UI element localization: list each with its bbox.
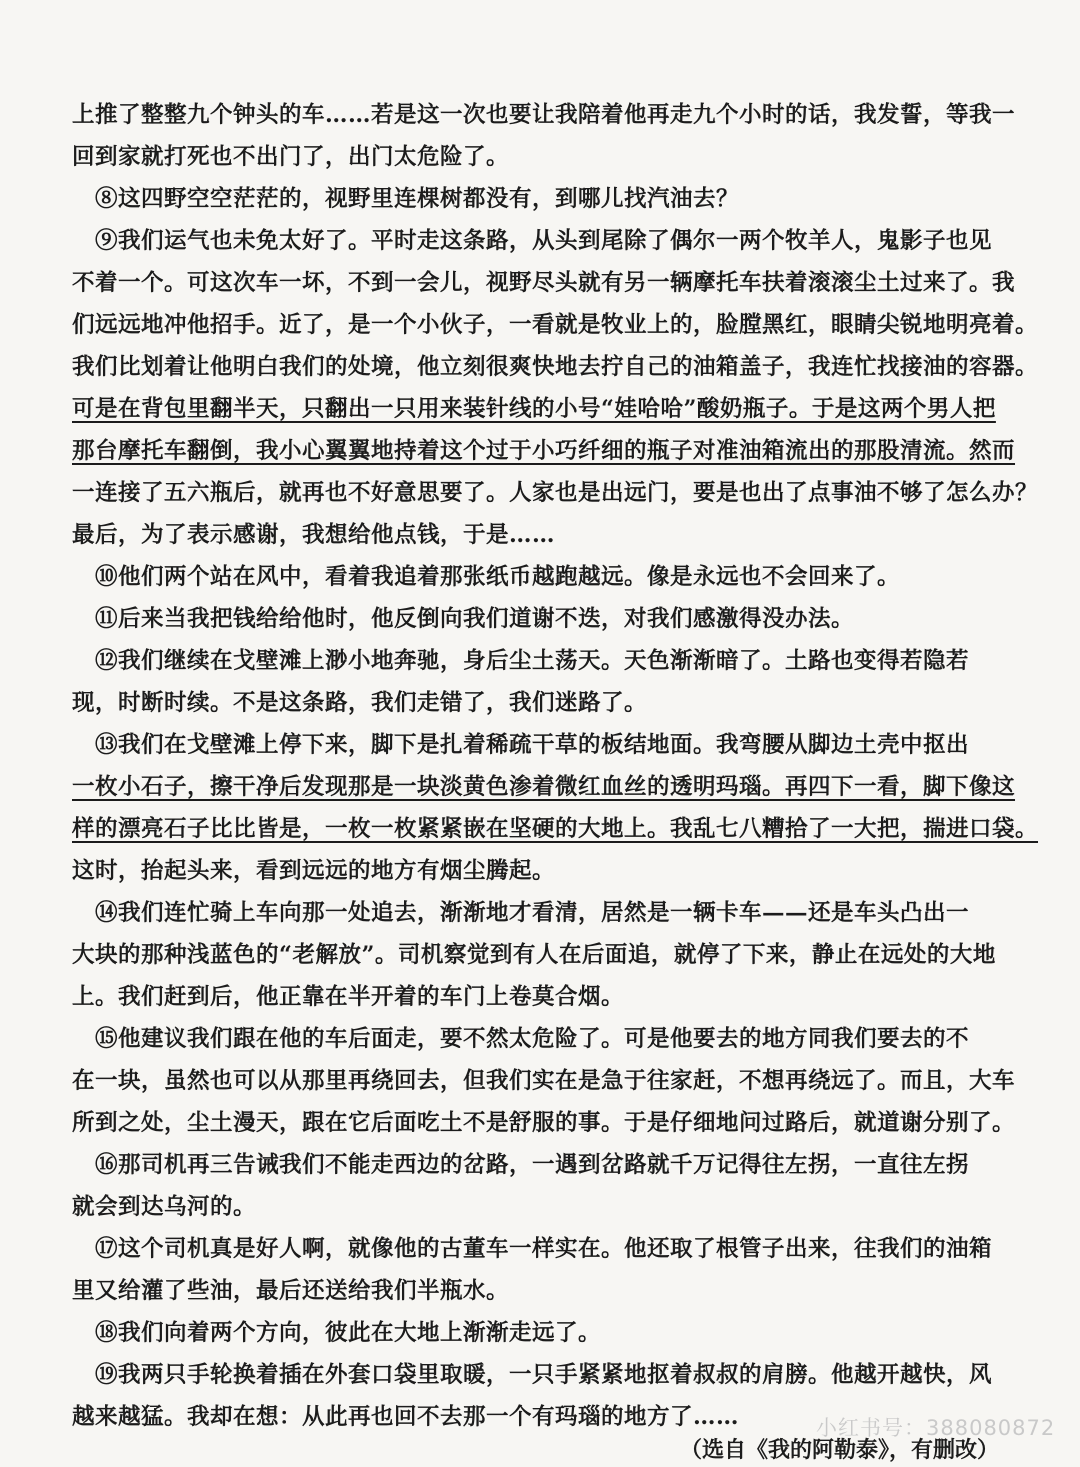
text-line: 一连接了五六瓶后，就再也不好意思要了。人家也是出远门，要是也出了点事油不够了怎么办？ [72,480,1039,506]
text-line: ⑬我们在戈壁滩上停下来，脚下是扎着稀疏干草的板结地面。我弯腰从脚边土壳中抠出 [72,732,970,758]
text-line: 们远远地冲他招手。近了，是一个小伙子，一看就是牧业上的，脸膛黑红，眼睛尖锐地明亮着。 [72,312,1039,338]
text-line: 大块的那种浅蓝色的“老解放”。司机察觉到有人在后面追，就停了下来，静止在远处的大地 [72,942,996,968]
text-line: 那台摩托车翻倒，我小心翼翼地持着这个过于小巧纤细的瓶子对准油箱流出的那股清流。然而 [72,438,1016,464]
text-line: 现，时断时续。不是这条路，我们走错了，我们迷路了。 [72,690,648,716]
text-line: ⑧这四野空空茫茫的，视野里连棵树都没有，到哪儿找汽油去？ [72,186,740,212]
text-line: ⑯那司机再三告诫我们不能走西边的岔路，一遇到岔路就千万记得往左拐，一直往左拐 [72,1152,970,1178]
text-line: 一枚小石子，擦干净后发现那是一块淡黄色渗着微红血丝的透明玛瑙。再四下一看，脚下像这 [72,774,1016,800]
text-line: ⑰这个司机真是好人啊，就像他的古董车一样实在。他还取了根管子出来，往我们的油箱 [72,1236,993,1262]
text-line: 在一块，虽然也可以从那里再绕回去，但我们实在是急于往家赶，不想再绕远了。而且，大车 [72,1068,1016,1094]
text-line: 我们比划着让他明白我们的处境，他立刻很爽快地去拧自己的油箱盖子，我连忙找接油的容器。 [72,354,1039,380]
text-line: 越来越猛。我却在想：从此再也回不去那一个有玛瑙的地方了…… [72,1404,740,1430]
text-line: ⑭我们连忙骑上车向那一处追去，渐渐地才看清，居然是一辆卡车——还是车头凸出一 [72,900,970,926]
text-line: ⑩他们两个站在风中，看着我追着那张纸币越跑越远。像是永远也不会回来了。 [72,564,901,590]
text-line: ⑲我两只手轮换着插在外套口袋里取暖，一只手紧紧地抠着叔叔的肩膀。他越开越快，风 [72,1362,993,1388]
text-line: ⑨我们运气也未免太好了。平时走这条路，从头到尾除了偶尔一两个牧羊人，鬼影子也见 [72,228,993,254]
text-line: 上。我们赶到后，他正靠在半开着的车门上卷莫合烟。 [72,984,625,1010]
watermark: 小红书号：388080872 [816,1416,1056,1440]
text-line: ⑮他建议我们跟在他的车后面走，要不然太危险了。可是他要去的地方同我们要去的不 [72,1026,970,1052]
text-line: 这时，抬起头来，看到远远的地方有烟尘腾起。 [72,858,556,884]
text-line: ⑱我们向着两个方向，彼此在大地上渐渐走远了。 [72,1320,602,1346]
text-line: 回到家就打死也不出门了，出门太危险了。 [72,144,510,170]
text-line: 上推了整整九个钟头的车……若是这一次也要让我陪着他再走九个小时的话，我发誓，等我一 [72,102,1016,128]
text-line: 就会到达乌河的。 [72,1194,257,1220]
text-line: 所到之处，尘土漫天，跟在它后面吃土不是舒服的事。于是仔细地问过路后，就道谢分别了。 [72,1110,1016,1136]
text-line: 样的漂亮石子比比皆是，一枚一枚紧紧嵌在坚硬的大地上。我乱七八糟拾了一大把，揣进口袋。 [72,816,1039,842]
text-line: 最后，为了表示感谢，我想给他点钱，于是…… [72,522,556,548]
text-line: 可是在背包里翻半天，只翻出一只用来装针线的小号“娃哈哈”酸奶瓶子。于是这两个男人把 [72,396,996,422]
source-citation: （选自《我的阿勒泰》，有删改） [680,1437,1000,1463]
text-line: 不着一个。可这次车一坏，不到一会儿，视野尽头就有另一辆摩托车扶着滚滚尘土过来了。我 [72,270,1016,296]
text-line: ⑫我们继续在戈壁滩上渺小地奔驰，身后尘土荡天。天色渐渐暗了。土路也变得若隐若 [72,648,970,674]
text-line: 里又给灌了些油，最后还送给我们半瓶水。 [72,1278,510,1304]
text-line: ⑪后来当我把钱给给他时，他反倒向我们道谢不迭，对我们感激得没办法。 [72,606,855,632]
